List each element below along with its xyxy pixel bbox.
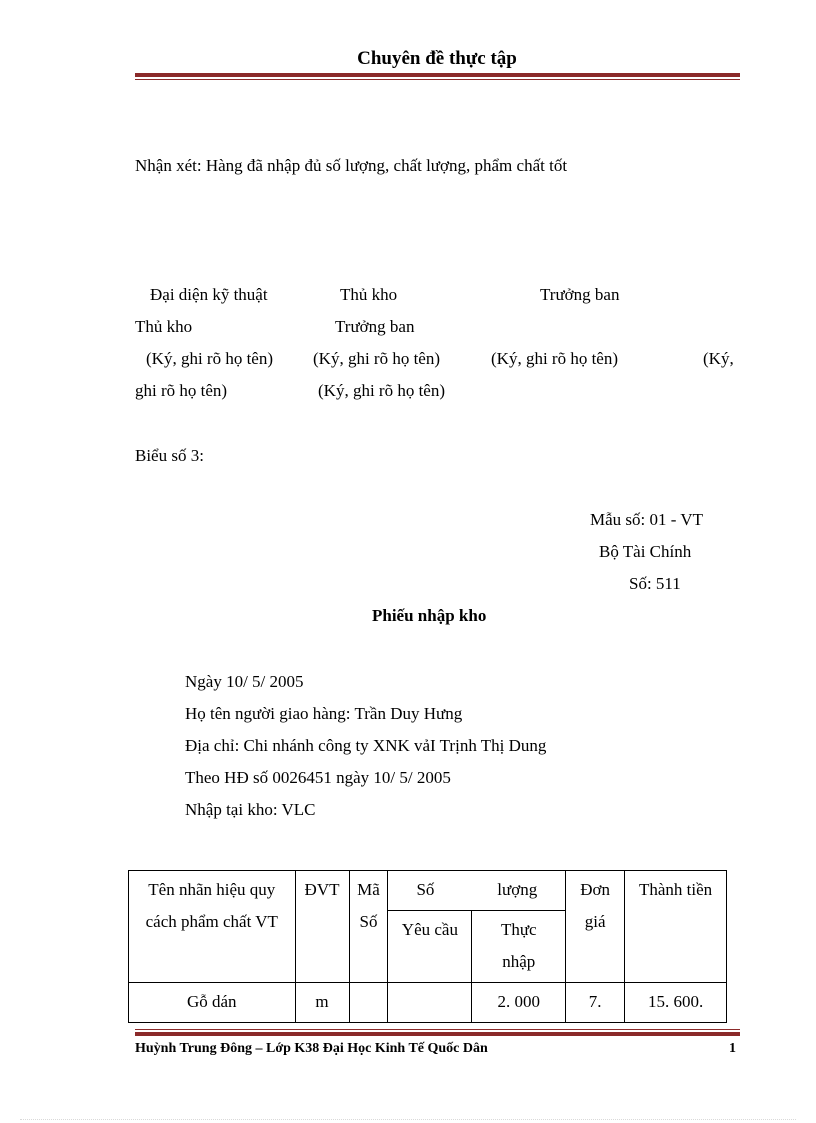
remark-text: Nhận xét: Hàng đã nhập đủ số lượng, chất lượng, phẩm chất tốt	[135, 156, 568, 175]
signature-note-4: (Ký,	[703, 349, 734, 368]
header-price: Đơn giá	[566, 871, 625, 983]
header-quantity-right: lượng	[497, 880, 538, 899]
cell-code	[349, 983, 388, 1023]
form-title: Phiếu nhập kho	[372, 606, 487, 625]
page-number: 1	[729, 1041, 736, 1056]
header-quantity-left: Số	[416, 880, 435, 899]
receipt-date: Ngày 10/ 5/ 2005	[185, 672, 304, 691]
footer-rule-thin	[135, 1029, 740, 1030]
receipt-deliverer: Họ tên người giao hàng: Trần Duy Hưng	[185, 704, 463, 723]
header-rule	[135, 73, 740, 77]
template-number: Mẫu số: 01 - VT	[590, 510, 704, 529]
signature-storekeeper-2: Thủ kho	[135, 317, 193, 336]
header-actual: Thực nhập	[472, 911, 566, 983]
header-unit: ĐVT	[295, 871, 349, 983]
page-bottom-divider	[20, 1119, 796, 1120]
signature-technical-rep: Đại diện kỹ thuật	[150, 285, 268, 304]
receipt-warehouse: Nhập tại kho: VLC	[185, 800, 316, 819]
cell-actual: 2. 000	[472, 983, 566, 1023]
header-requested: Yêu cầu	[388, 911, 472, 983]
receipt-table	[128, 870, 727, 1023]
header-quantity	[388, 871, 566, 911]
appendix-label: Biểu số 3:	[135, 446, 204, 465]
signature-note-2: (Ký, ghi rõ họ tên)	[313, 349, 441, 368]
receipt-contract: Theo HĐ số 0026451 ngày 10/ 5/ 2005	[185, 768, 451, 787]
signature-note-4-cont: ghi rõ họ tên)	[135, 381, 228, 400]
cell-amount: 15. 600.	[625, 983, 727, 1023]
cell-requested	[388, 983, 472, 1023]
header-code: Mã Số	[349, 871, 388, 983]
signature-storekeeper: Thủ kho	[340, 285, 398, 304]
cell-price: 7.	[566, 983, 625, 1023]
receipt-address: Địa chỉ: Chi nhánh công ty XNK vảI Trịnh Thị Dung	[185, 736, 547, 755]
signature-note-3: (Ký, ghi rõ họ tên)	[491, 349, 619, 368]
header-item-name: Tên nhãn hiệu quy cách phẩm chất VT	[129, 871, 296, 983]
signature-note-5: (Ký, ghi rõ họ tên)	[318, 381, 446, 400]
cell-unit: m	[295, 983, 349, 1023]
table-row	[129, 983, 727, 1023]
ministry-name: Bộ Tài Chính	[599, 542, 692, 561]
cell-item-name: Gỗ dán	[129, 983, 296, 1023]
signature-note-1: (Ký, ghi rõ họ tên)	[146, 349, 274, 368]
header-amount: Thành tiền	[625, 871, 727, 983]
signature-head-2: Trưởng ban	[335, 317, 415, 336]
form-number: Số: 511	[629, 574, 681, 593]
page-header-title: Chuyên đề thực tập	[357, 48, 517, 69]
footer-rule	[135, 1032, 740, 1036]
footer-text: Huỳnh Trung Đông – Lớp K38 Đại Học Kinh Tế Quốc Dân	[135, 1041, 488, 1056]
header-rule-thin	[135, 79, 740, 80]
signature-head: Trưởng ban	[540, 285, 620, 304]
